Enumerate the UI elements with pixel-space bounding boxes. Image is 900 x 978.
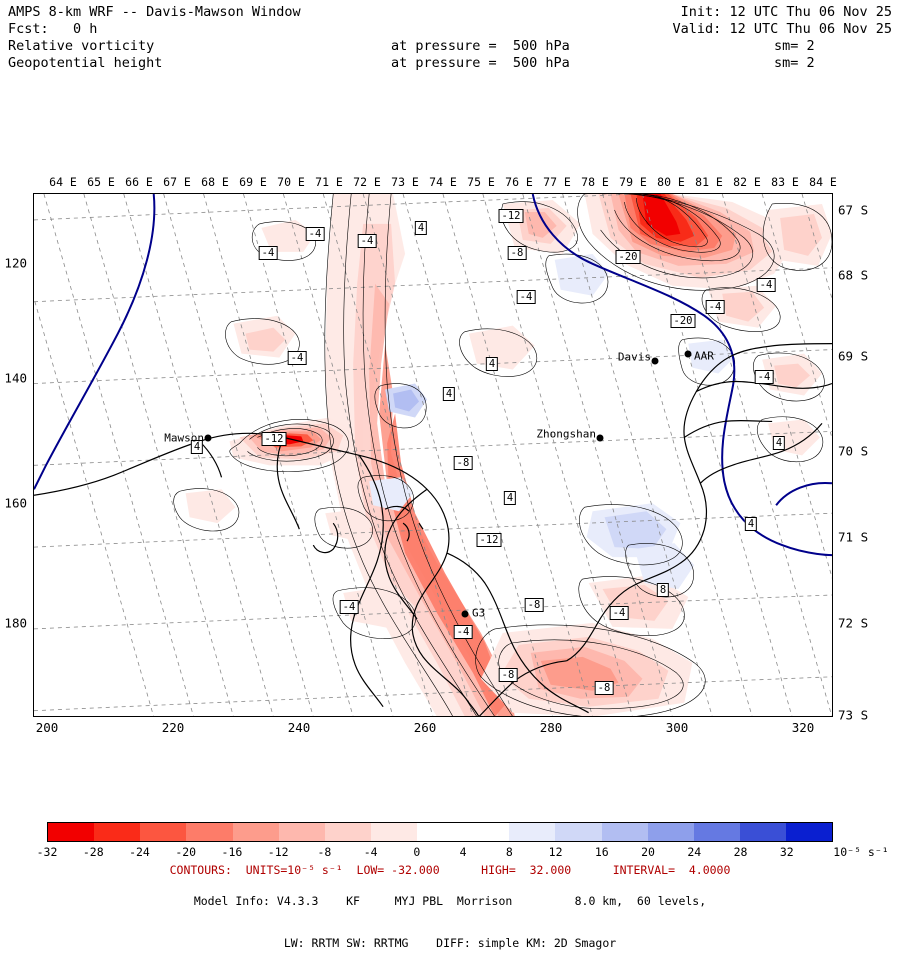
contour-label-20: 4 bbox=[745, 517, 757, 531]
bottom-label-6: 320 bbox=[791, 720, 815, 735]
bottom-label-3: 260 bbox=[413, 720, 437, 735]
lon-label-14: 78 E bbox=[581, 175, 609, 189]
color-bar-cell-16 bbox=[786, 823, 832, 841]
lat-label-5: 72 S bbox=[838, 615, 869, 631]
bottom-label-4: 280 bbox=[539, 720, 563, 735]
color-bar-tick-10: 8 bbox=[505, 845, 513, 859]
contour-label-16: -12 bbox=[262, 432, 287, 446]
contour-label-14: 4 bbox=[443, 387, 455, 401]
contour-label-21: -12 bbox=[477, 533, 502, 547]
color-bar-tick-17: 10⁻⁵ s⁻¹ bbox=[833, 845, 889, 859]
lon-label-4: 68 E bbox=[201, 175, 229, 189]
map-panel bbox=[33, 193, 833, 717]
lat-label-0: 67 S bbox=[838, 202, 869, 218]
left-label-2: 160 bbox=[4, 495, 27, 511]
lon-label-1: 65 E bbox=[87, 175, 115, 189]
station-dot-g3 bbox=[462, 611, 469, 618]
station-label-aar: AAR bbox=[694, 349, 714, 363]
field-2-level: at pressure = 500 hPa bbox=[391, 55, 570, 71]
contour-label-15: 4 bbox=[191, 440, 203, 454]
contour-label-23: -4 bbox=[340, 600, 359, 614]
field-1-name: Relative vorticity bbox=[8, 38, 155, 54]
forecast-hour: Fcst: 0 h bbox=[8, 21, 98, 37]
color-bar-cell-13 bbox=[648, 823, 694, 841]
figure-header bbox=[8, 4, 892, 72]
header-row-3 bbox=[8, 38, 892, 55]
contour-label-26: -4 bbox=[454, 625, 473, 639]
lat-label-2: 69 S bbox=[838, 348, 869, 364]
contour-label-5: -4 bbox=[358, 234, 377, 248]
model-info-line-2: LW: RRTM SW: RRTMG DIFF: simple KM: 2D Smagor bbox=[283, 936, 617, 950]
bottom-axis-labels bbox=[33, 720, 833, 738]
contour-label-25: -4 bbox=[610, 606, 629, 620]
header-row-1 bbox=[8, 4, 892, 21]
color-bar-tick-labels bbox=[0, 845, 900, 861]
lon-label-15: 79 E bbox=[619, 175, 647, 189]
color-bar-cell-7 bbox=[371, 823, 417, 841]
left-axis-labels bbox=[0, 193, 31, 717]
station-label-g3: G3 bbox=[472, 606, 486, 620]
color-bar-cell-12 bbox=[602, 823, 648, 841]
lon-label-13: 77 E bbox=[543, 175, 571, 189]
model-info bbox=[0, 866, 900, 978]
color-bar-tick-4: -16 bbox=[221, 845, 243, 859]
left-label-3: 180 bbox=[4, 615, 27, 631]
valid-time: Valid: 12 UTC Thu 06 Nov 25 bbox=[672, 21, 892, 37]
contour-label-24: -8 bbox=[525, 598, 544, 612]
map-graphics bbox=[34, 194, 832, 717]
color-bar-tick-2: -24 bbox=[129, 845, 150, 859]
latitude-axis-labels bbox=[838, 193, 898, 723]
left-label-0: 120 bbox=[4, 255, 27, 271]
color-bar-cell-11 bbox=[555, 823, 601, 841]
color-bar-tick-8: 0 bbox=[413, 845, 421, 859]
contour-label-28: -8 bbox=[595, 681, 614, 695]
bottom-label-2: 240 bbox=[287, 720, 311, 735]
lon-label-0: 64 E bbox=[49, 175, 77, 189]
lon-label-16: 80 E bbox=[657, 175, 685, 189]
color-bar-tick-9: 4 bbox=[459, 845, 467, 859]
color-bar-tick-1: -28 bbox=[82, 845, 104, 859]
vorticity-patch-o bbox=[186, 489, 236, 523]
left-label-1: 140 bbox=[4, 370, 27, 386]
color-bar-tick-13: 20 bbox=[641, 845, 655, 859]
lon-label-7: 71 E bbox=[315, 175, 343, 189]
model-title: AMPS 8-km WRF -- Davis-Mawson Window bbox=[8, 4, 301, 20]
lon-label-9: 73 E bbox=[391, 175, 419, 189]
contour-info-vorticity: CONTOURS: UNITS=10⁻⁵ s⁻¹ LOW= -32.000 HIGH= 32.000 INTERVAL= 4.0000 bbox=[169, 863, 731, 877]
color-bar-cell-0 bbox=[48, 823, 94, 841]
lon-label-5: 69 E bbox=[239, 175, 267, 189]
lon-label-6: 70 E bbox=[277, 175, 305, 189]
contour-label-6: -8 bbox=[508, 246, 527, 260]
color-bar-tick-0: -32 bbox=[36, 845, 58, 859]
lon-label-3: 67 E bbox=[163, 175, 191, 189]
contour-label-22: 8 bbox=[657, 583, 669, 597]
field-2-name: Geopotential height bbox=[8, 55, 163, 71]
station-dot-zhongshan bbox=[597, 435, 604, 442]
color-bar-tick-16: 32 bbox=[779, 845, 794, 859]
lon-label-11: 75 E bbox=[467, 175, 495, 189]
lat-label-3: 70 S bbox=[838, 443, 869, 459]
color-bar bbox=[47, 822, 833, 842]
contour-label-18: -8 bbox=[454, 456, 473, 470]
lon-label-12: 76 E bbox=[505, 175, 533, 189]
field-1-smoothing: sm= 2 bbox=[774, 38, 815, 54]
contour-label-27: -8 bbox=[499, 668, 518, 682]
contour-label-7: -4 bbox=[517, 290, 536, 304]
lat-label-1: 68 S bbox=[838, 267, 869, 283]
color-bar-cell-15 bbox=[740, 823, 786, 841]
init-time: Init: 12 UTC Thu 06 Nov 25 bbox=[680, 4, 892, 20]
lat-label-6: 73 S bbox=[838, 707, 869, 723]
color-bar-cell-6 bbox=[325, 823, 371, 841]
color-bar-cell-10 bbox=[509, 823, 555, 841]
station-dot-davis bbox=[652, 358, 659, 365]
header-row-4 bbox=[8, 55, 892, 72]
station-label-zhongshan: Zhongshan bbox=[536, 427, 596, 441]
station-label-mawson: Mawson bbox=[164, 431, 204, 445]
color-bar-tick-6: -8 bbox=[317, 845, 332, 859]
lon-label-18: 82 E bbox=[733, 175, 761, 189]
station-label-davis: Davis bbox=[617, 350, 651, 364]
contour-label-8: -4 bbox=[757, 278, 776, 292]
color-bar-cell-3 bbox=[186, 823, 232, 841]
color-bar-cell-9 bbox=[463, 823, 509, 841]
bottom-label-5: 300 bbox=[665, 720, 689, 735]
contour-label-0: -12 bbox=[499, 209, 524, 223]
contour-label-2: 4 bbox=[415, 221, 427, 235]
contour-label-4: -4 bbox=[259, 246, 278, 260]
contour-label-9: -4 bbox=[706, 300, 725, 314]
color-bar-tick-11: 12 bbox=[548, 845, 563, 859]
lon-label-8: 72 E bbox=[353, 175, 381, 189]
longitude-axis-labels bbox=[33, 175, 837, 189]
field-1-level: at pressure = 500 hPa bbox=[391, 38, 570, 54]
bottom-label-0: 200 bbox=[35, 720, 59, 735]
color-bar-tick-14: 24 bbox=[687, 845, 702, 859]
color-bar-cell-14 bbox=[694, 823, 740, 841]
color-bar-tick-7: -4 bbox=[363, 845, 378, 859]
contour-label-10: -20 bbox=[671, 314, 696, 328]
model-info-line-1: Model Info: V4.3.3 KF MYJ PBL Morrison 8.0 km, 60 levels, bbox=[193, 894, 707, 908]
contour-label-19: 4 bbox=[504, 491, 516, 505]
color-bar-cell-2 bbox=[140, 823, 186, 841]
contour-label-13: -4 bbox=[755, 370, 774, 384]
lon-label-19: 83 E bbox=[771, 175, 799, 189]
station-dot-mawson bbox=[205, 435, 212, 442]
color-bar-cell-1 bbox=[94, 823, 140, 841]
field-2-smoothing: sm= 2 bbox=[774, 55, 815, 71]
color-bar-tick-15: 28 bbox=[733, 845, 748, 859]
color-bar-cell-4 bbox=[233, 823, 279, 841]
vorticity-patch-d bbox=[469, 326, 535, 370]
lon-label-17: 81 E bbox=[695, 175, 723, 189]
color-bar-cell-8 bbox=[417, 823, 463, 841]
contour-label-11: -4 bbox=[288, 351, 307, 365]
contour-label-3: -20 bbox=[616, 250, 641, 264]
color-bar-cell-5 bbox=[279, 823, 325, 841]
contour-label-17: 4 bbox=[773, 436, 785, 450]
lon-label-20: 84 E bbox=[809, 175, 837, 189]
vorticity-blue-g bbox=[555, 254, 609, 296]
lon-label-2: 66 E bbox=[125, 175, 153, 189]
color-bar-tick-3: -20 bbox=[175, 845, 197, 859]
bottom-label-1: 220 bbox=[161, 720, 185, 735]
header-row-2 bbox=[8, 21, 892, 38]
station-dot-aar bbox=[685, 351, 692, 358]
lat-label-4: 71 S bbox=[838, 529, 869, 545]
contour-label-1: -4 bbox=[306, 227, 325, 241]
lon-label-10: 74 E bbox=[429, 175, 457, 189]
color-bar-tick-5: -12 bbox=[267, 845, 289, 859]
color-bar-tick-12: 16 bbox=[594, 845, 609, 859]
contour-label-12: 4 bbox=[486, 357, 498, 371]
